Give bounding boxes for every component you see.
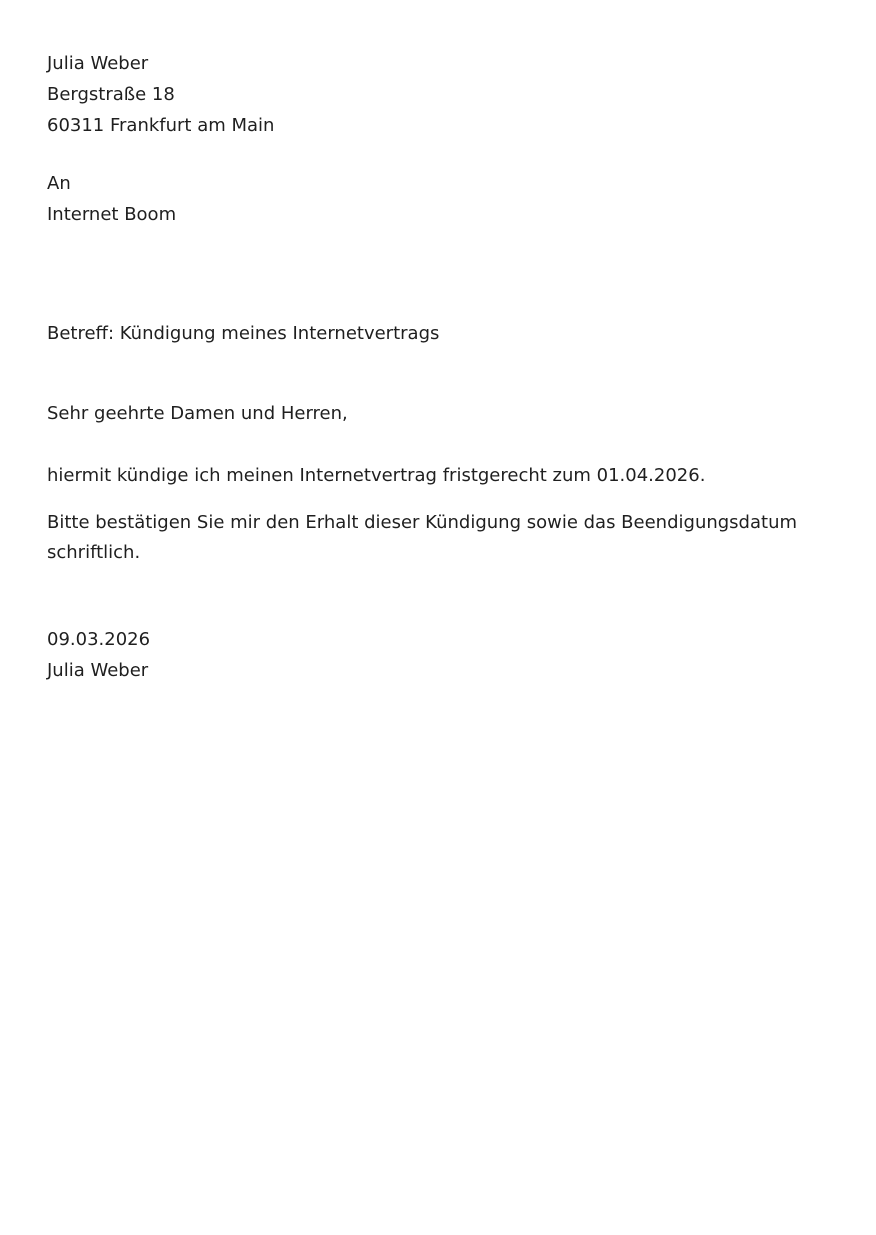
body-paragraph-2: Bitte bestätigen Sie mir den Erhalt dieser Kündigung sowie das Beendigungsdatum schriftlich. — [47, 512, 798, 563]
sender-name: Julia Weber — [47, 53, 149, 74]
letter-date: 09.03.2026 — [47, 629, 151, 650]
letter-page — [47, 48, 837, 686]
signature-name: Julia Weber — [47, 660, 149, 681]
sender-street: Bergstraße 18 — [47, 84, 175, 105]
sender-address — [47, 48, 837, 141]
recipient-name: Internet Boom — [47, 204, 177, 225]
sender-city: 60311 Frankfurt am Main — [47, 115, 275, 136]
recipient-prefix: An — [47, 173, 71, 194]
subject-line: Betreff: Kündigung meines Internetvertrags — [47, 323, 440, 344]
recipient-address — [47, 168, 837, 230]
salutation: Sehr geehrte Damen und Herren, — [47, 403, 348, 424]
closing-block — [47, 624, 837, 686]
body-paragraph-1: hiermit kündige ich meinen Internetvertrag fristgerecht zum 01.04.2026. — [47, 465, 706, 486]
